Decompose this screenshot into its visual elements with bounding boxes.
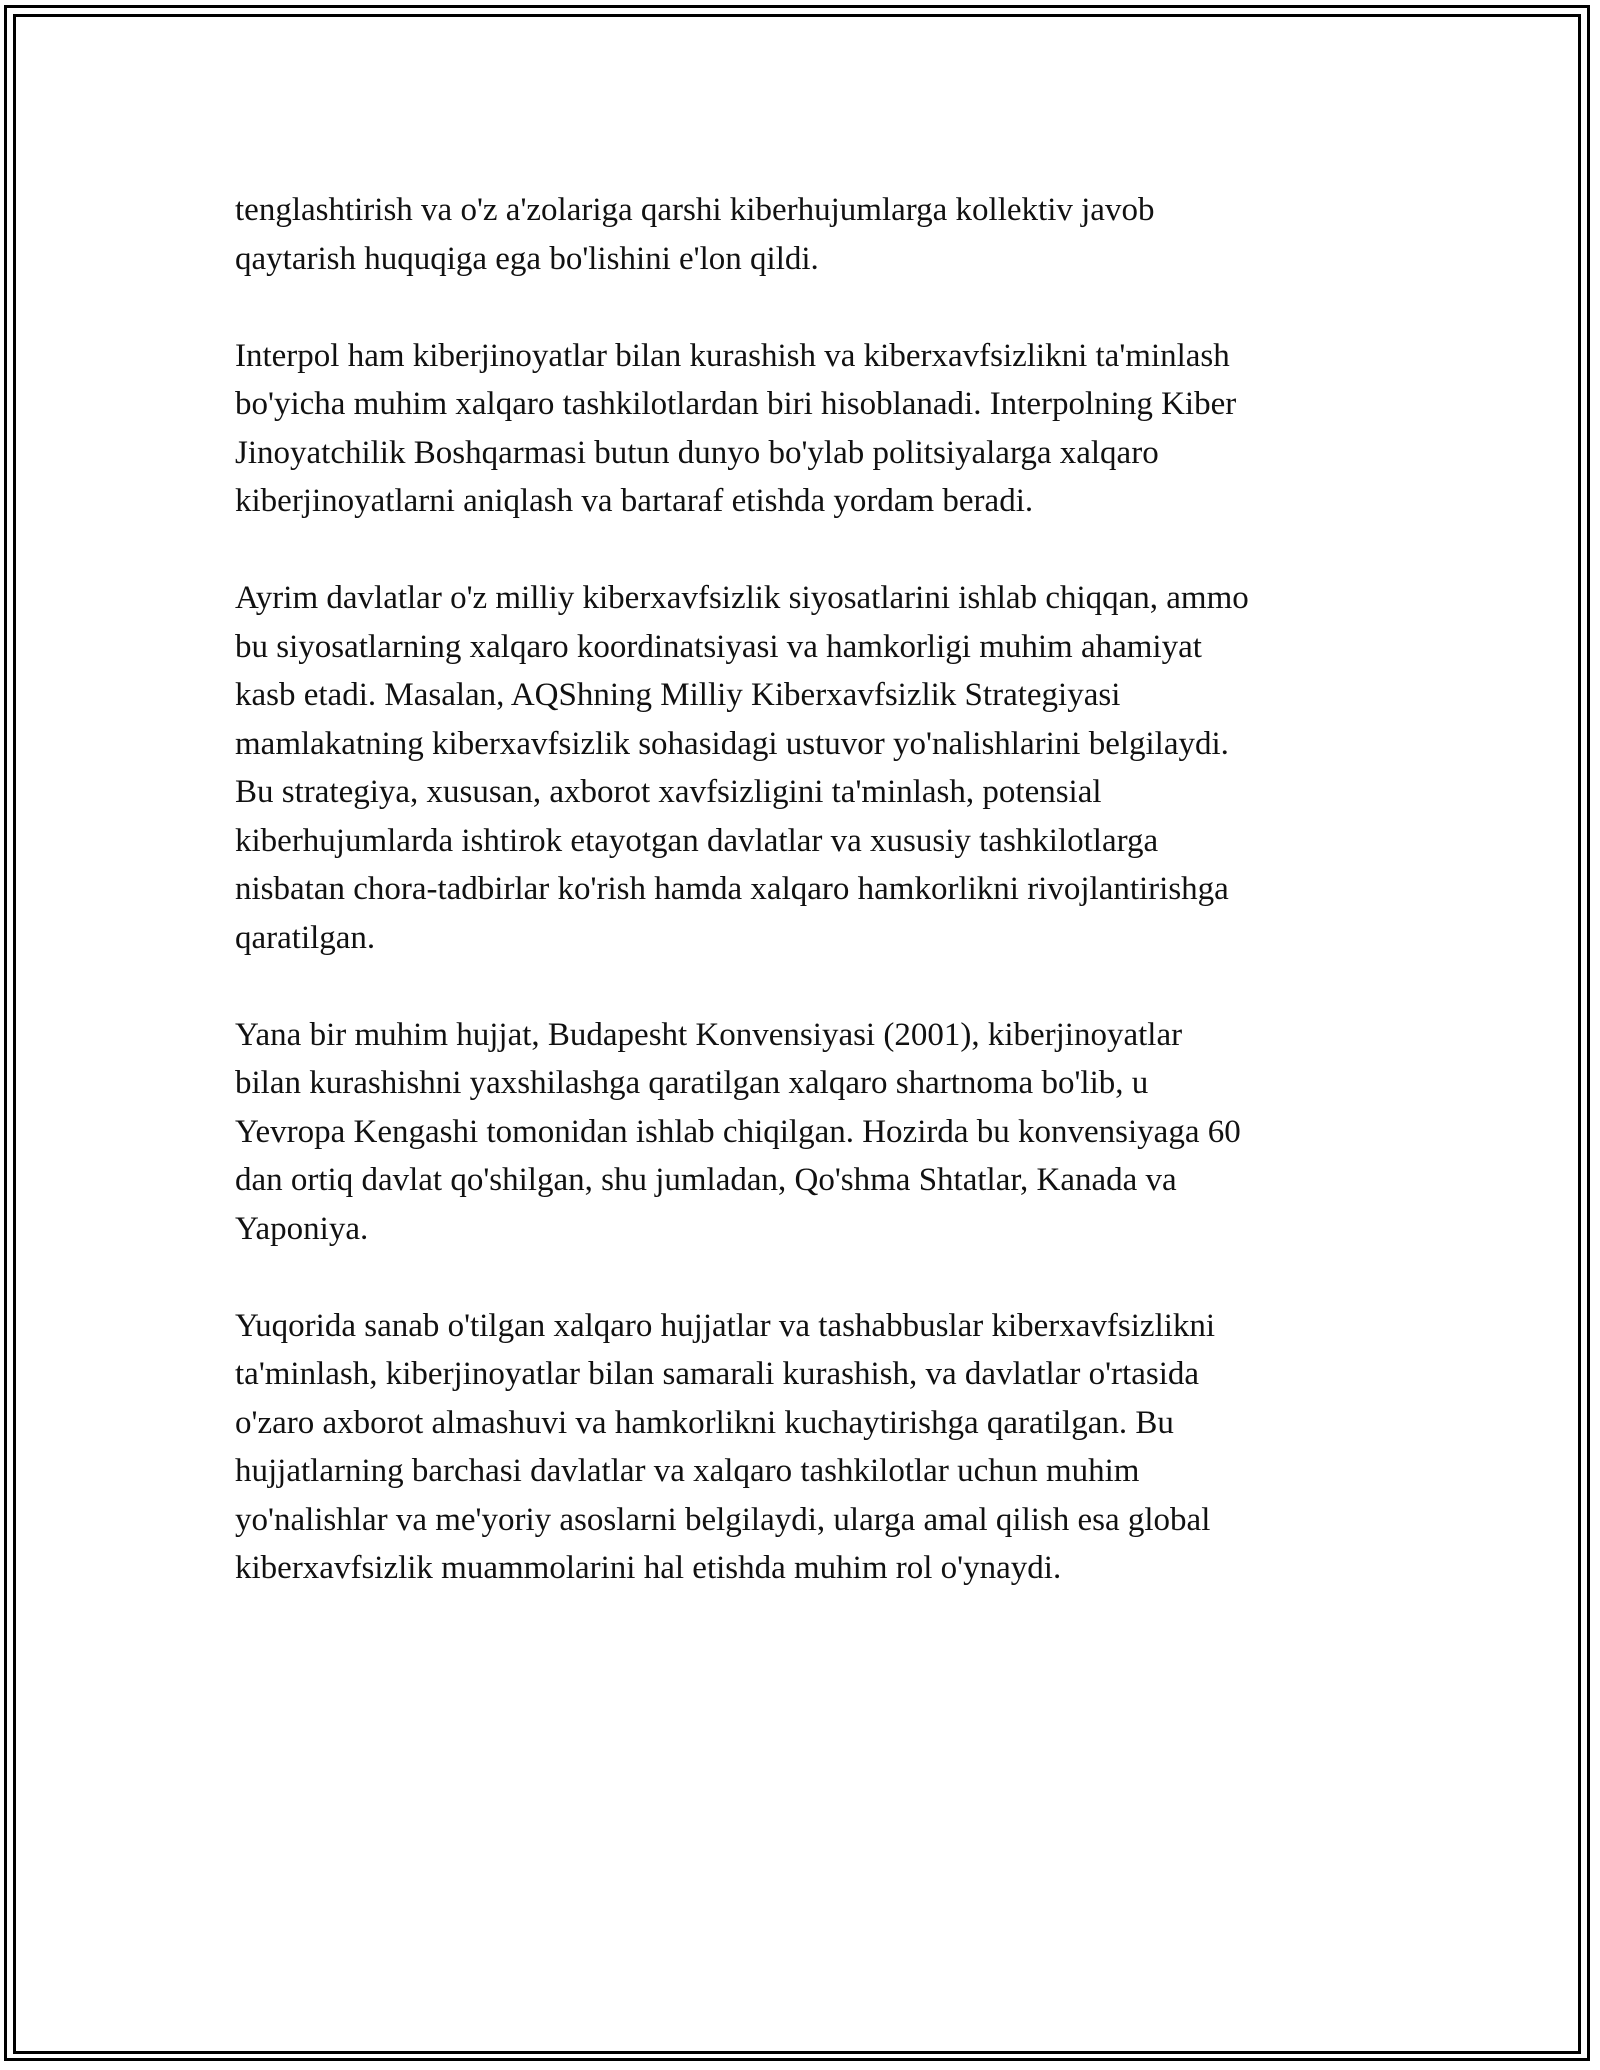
text-line: kiberhujumlarda ishtirok etayotgan davlatlar va xususiy tashkilotlarga [235,822,1159,859]
text-line: bu siyosatlarning xalqaro koordinatsiyasi va hamkorligi muhim ahamiyat [235,628,1202,665]
text-line: qaratilgan. [235,919,376,956]
paragraph-5 [235,1302,1385,1593]
text-line: qaytarish huquqiga ega bo'lishini e'lon qildi. [235,240,819,277]
text-line: bilan kurashishni yaxshilashga qaratilgan xalqaro shartnoma bo'lib, u [235,1065,1149,1101]
text-line: tenglashtirish va o'z a'zolariga qarshi kiberhujumlarga kollektiv javob [235,192,1155,228]
text-line: kiberjinoyatlarni aniqlash va bartaraf etishda yordam beradi. [235,483,1034,519]
text-line: mamlakatning kiberxavfsizlik sohasidagi ustuvor yo'nalishlarini belgilaydi. [235,725,1229,762]
text-line: ta'minlash, kiberjinoyatlar bilan samarali kurashish, va davlatlar o'rtasida [235,1356,1200,1392]
text-line: Yaponiya. [235,1210,369,1247]
text-line: Yuqorida sanab o'tilgan xalqaro hujjatlar va tashabbuslar kiberxavfsizlikni [235,1307,1216,1344]
text-line: bo'yicha muhim xalqaro tashkilotlardan biri hisoblanadi. Interpolning Kiber [235,386,1237,422]
text-line: yo'nalishlar va me'yoriy asoslarni belgilaydi, ularga amal qilish esa global [235,1501,1211,1538]
text-line: Ayrim davlatlar o'z milliy kiberxavfsizlik siyosatlarini ishlab chiqqan, ammo [235,580,1249,616]
paragraph-1 [235,186,1385,283]
text-line: kiberxavfsizlik muammolarini hal etishda muhim rol o'ynaydi. [235,1550,1062,1586]
text-line: kasb etadi. Masalan, AQShning Milliy Kiberxavfsizlik Strategiyasi [235,677,1121,713]
paragraph-3 [235,574,1385,962]
text-line: dan ortiq davlat qo'shilgan, shu jumladan, Qo'shma Shtatlar, Kanada va [235,1162,1177,1198]
text-line: hujjatlarning barchasi davlatlar va xalqaro tashkilotlar uchun muhim [235,1453,1140,1489]
paragraph-4 [235,1011,1385,1254]
document-body [235,186,1385,1641]
text-line: Yana bir muhim hujjat, Budapesht Konvensiyasi (2001), kiberjinoyatlar [235,1016,1183,1053]
text-line: o'zaro axborot almashuvi va hamkorlikni kuchaytirishga qaratilgan. Bu [235,1404,1174,1441]
text-line: Bu strategiya, xususan, axborot xavfsizligini ta'minlash, potensial [235,774,1102,810]
text-line: Jinoyatchilik Boshqarmasi butun dunyo bo'ylab politsiyalarga xalqaro [235,434,1159,471]
text-line: Interpol ham kiberjinoyatlar bilan kurashish va kiberxavfsizlikni ta'minlash [235,337,1230,374]
text-line: nisbatan chora-tadbirlar ko'rish hamda xalqaro hamkorlikni rivojlantirishga [235,871,1229,907]
paragraph-2 [235,332,1385,526]
text-line: Yevropa Kengashi tomonidan ishlab chiqilgan. Hozirda bu konvensiyaga 60 [235,1113,1241,1150]
